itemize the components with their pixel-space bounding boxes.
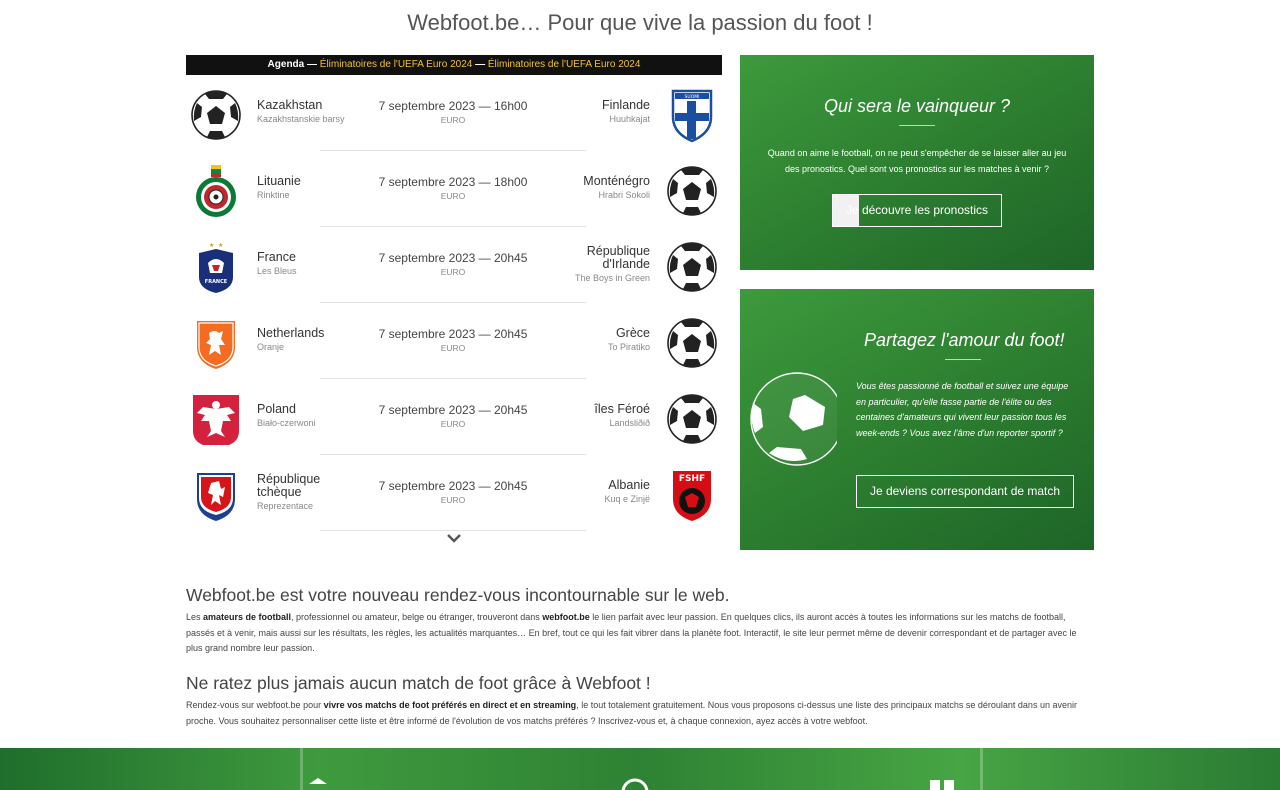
away-team-nickname: Huuhkajat: [609, 114, 650, 124]
away-team-name: République d'Irlande: [586, 244, 650, 271]
share-card: [740, 289, 1094, 550]
away-team-nickname: Landsliðið: [609, 418, 650, 428]
finland-crest-icon: [665, 87, 719, 143]
away-team-nickname: To Piratiko: [607, 342, 650, 352]
lithuania-crest-icon: [189, 163, 243, 219]
match-agenda: [186, 55, 722, 531]
svg-text:★: ★: [218, 242, 224, 249]
match-competition: EURO: [440, 115, 466, 125]
home-team-nickname: Kazakhstanskie barsy: [257, 114, 345, 124]
match-row[interactable]: [186, 455, 722, 531]
match-row[interactable]: [186, 75, 722, 151]
home-team-nickname: Oranje: [257, 342, 285, 352]
title-divider: [945, 359, 981, 360]
czech-crest-icon: [189, 467, 243, 523]
discover-pronostics-button[interactable]: Je découvre les pronostics: [832, 194, 1002, 227]
home-team-name: République tchèque: [257, 472, 321, 499]
football-icon: [189, 87, 243, 143]
section-title: Ne ratez plus jamais aucun match de foot grâce à Webfoot !: [186, 673, 651, 693]
netherlands-crest-icon: [189, 315, 243, 371]
football-icon: [665, 315, 719, 371]
away-team-name: Albanie: [608, 478, 650, 492]
site-title: Webfoot.be… Pour que vive la passion du foot !: [407, 10, 873, 35]
match-datetime: 7 septembre 2023 — 20h45: [378, 327, 528, 341]
home-team-nickname: Reprezentace: [257, 501, 314, 511]
prono-card-title: Qui sera le vainqueur ?: [823, 96, 1011, 116]
share-card-text: Vous êtes passionné de football et suivez une équipe en particulier, qu'elle fasse partie de l'élite ou des centaines d'amateurs qui vivent leur passion tous les week-ends ? Vous avez l'âme d'un reporter sportif ?: [856, 381, 1069, 438]
home-team-nickname: Rinktine: [257, 190, 290, 200]
svg-text:FRANCE: FRANCE: [204, 279, 228, 285]
shield-icon: [305, 776, 331, 790]
match-datetime: 7 septembre 2023 — 20h45: [378, 403, 528, 417]
bottom-banner: [0, 748, 1280, 790]
match-row[interactable]: [186, 151, 722, 227]
away-team-name: Grèce: [615, 326, 650, 340]
match-datetime: 7 septembre 2023 — 20h45: [378, 251, 528, 265]
home-team-name: Kazakhstan: [257, 98, 323, 112]
match-competition: EURO: [440, 419, 466, 429]
match-competition: EURO: [440, 495, 466, 505]
away-team-name: îles Féroé: [594, 402, 650, 416]
svg-text:FSHF: FSHF: [678, 474, 706, 484]
home-team-name: Netherlands: [257, 326, 325, 340]
title-divider: [899, 125, 935, 126]
section-text: Les amateurs de football, professionnel ou amateur, belge ou étranger, trouveront dans webfoot.be le lien parfait avec leur passion. En quelques clics, ils auront accès à toutes les informations sur les matchs de football, passés et à venir, mais aussi sur les résultats, les règles, les actualités marquantes… En bref, tout ce qui les fait vibrer dans la planète foot. Interactif, le site leur permet même de devenir correspondant et de partager avec le plus grand nombre leur passion.: [186, 612, 1077, 653]
match-competition: EURO: [440, 191, 466, 201]
agenda-competition-link[interactable]: Éliminatoires de l'UEFA Euro 2024: [319, 59, 473, 70]
football-icon: [665, 239, 719, 295]
agenda-header: Agenda — Éliminatoires de l'UEFA Euro 2024 — Éliminatoires de l'UEFA Euro 2024: [186, 55, 722, 75]
france-crest-icon: [189, 239, 243, 295]
home-team-nickname: Biało-czerwoni: [257, 418, 316, 428]
grid-icon: [928, 776, 958, 790]
home-team-name: Lituanie: [257, 174, 301, 188]
football-icon: [747, 369, 837, 469]
away-team-nickname: Kuq e Zinjë: [604, 494, 650, 504]
match-row[interactable]: [186, 379, 722, 455]
section-title: Webfoot.be est votre nouveau rendez-vous incontournable sur le web.: [186, 585, 730, 605]
away-team-nickname: The Boys in Green: [574, 273, 650, 283]
svg-text:★: ★: [209, 242, 215, 249]
match-datetime: 7 septembre 2023 — 20h45: [378, 479, 528, 493]
football-icon: [665, 391, 719, 447]
away-team-nickname: Hrabri Sokoli: [598, 190, 650, 200]
home-team-name: Poland: [257, 402, 296, 416]
poland-crest-icon: [189, 391, 243, 447]
section-text: Rendez-vous sur webfoot.be pour vivre vos matchs de foot préférés en direct et en streaming, le tout totalement gratuitement. Nous vous proposons ci-dessus une liste des principaux matchs se déroulant dans un avenir proche. Vous souhaitez personnaliser cette liste et être informé de l'évolution de vos matchs préférés ? Inscrivez-vous et, à chaque connexion, ayez accès à votre webfoot.: [186, 700, 1077, 726]
albania-crest-icon: [665, 467, 719, 523]
become-correspondent-button[interactable]: Je deviens correspondant de match: [856, 475, 1074, 508]
prono-card: [740, 55, 1094, 270]
match-competition: EURO: [440, 267, 466, 277]
match-datetime: 7 septembre 2023 — 16h00: [378, 99, 528, 113]
home-team-name: France: [257, 250, 296, 264]
match-datetime: 7 septembre 2023 — 18h00: [378, 175, 528, 189]
match-row[interactable]: [186, 303, 722, 379]
home-team-nickname: Les Bleus: [257, 266, 297, 276]
football-icon: [620, 776, 650, 790]
match-row[interactable]: [186, 227, 722, 303]
away-team-name: Finlande: [602, 98, 650, 112]
share-card-title: Partagez l'amour du foot!: [864, 330, 1065, 350]
match-competition: EURO: [440, 343, 466, 353]
svg-text:SUOMI: SUOMI: [684, 95, 700, 100]
chevron-down-icon[interactable]: [444, 531, 464, 545]
prono-card-text: Quand on aime le football, on ne peut s'empêcher de se laisser aller au jeu des pronostics. Quel sont vos pronostics sur les matches à venir ?: [767, 148, 1067, 174]
away-team-name: Monténégro: [583, 174, 650, 188]
agenda-label: Agenda: [267, 59, 305, 70]
football-icon: [665, 163, 719, 219]
agenda-competition-link[interactable]: Éliminatoires de l'UEFA Euro 2024: [487, 59, 641, 70]
